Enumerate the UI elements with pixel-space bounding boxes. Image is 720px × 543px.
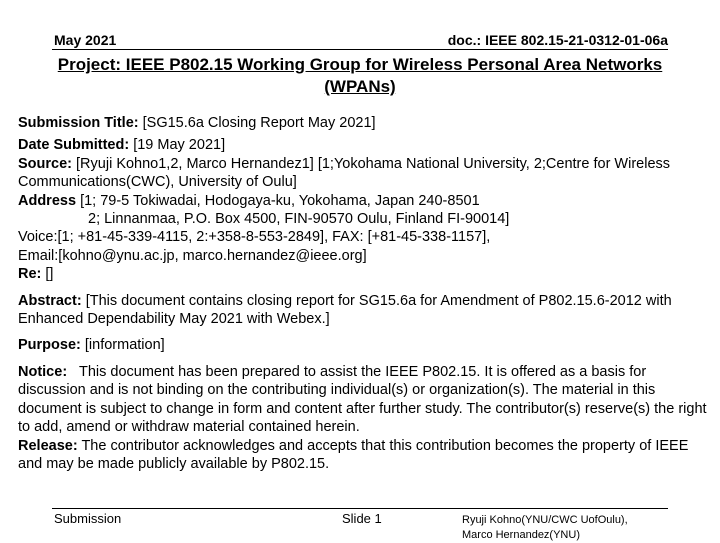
abstract-value: [This document contains closing report for SG15.6a for Amendment of P802.15.6-2012 with Enhanced Dependability May 2021 with Webex.]: [18, 292, 672, 328]
email-line: Email:[kohno@ynu.ac.jp, marco.hernandez@ieee.org]: [18, 247, 367, 264]
release-label: Release:: [18, 437, 78, 454]
address-label: Address: [18, 192, 77, 209]
notice-row: [18, 363, 708, 437]
voice-fax: Voice:[1; +81-45-339-4115, 2:+358-8-553-2849], FAX: [+81-45-338-1157],: [18, 229, 491, 246]
date-submitted-value: [19 May 2021]: [133, 137, 226, 154]
abstract-row: [18, 292, 708, 329]
page-title: Project: IEEE P802.15 Working Group for Wireless Personal Area Networks (WPANs): [57, 55, 663, 96]
date-submitted-label: Date Submitted:: [18, 137, 130, 154]
notice-value: This document has been prepared to assist the IEEE P802.15. It is offered as a basis for discussion and is not binding on the contributing individual(s) or organization(s). The material in this document is subject to change in form and content after further study. The contributor(s) reserve(s) the right to add, amend or withdraw material contained herein.: [18, 363, 707, 436]
source-row: [18, 155, 708, 192]
source-label: Source:: [18, 155, 72, 172]
document-body: [18, 114, 708, 473]
footer-submission: Submission: [54, 511, 122, 526]
footer-authors: [462, 513, 628, 543]
source-value: [Ryuji Kohno1,2, Marco Hernandez1] [1;Yokohama National University, 2;Centre for Wireless Communications(CWC), University of Oulu]: [18, 155, 671, 191]
footer-author-line-2: Marco Hernandez(YNU): [462, 529, 580, 541]
purpose-value: [information]: [84, 337, 165, 354]
re-label: Re:: [18, 266, 42, 283]
release-row: [18, 437, 708, 474]
re-row: [18, 265, 708, 283]
header-date: May 2021: [54, 32, 117, 48]
address-row: [18, 192, 708, 210]
purpose-row: [18, 336, 708, 354]
submission-title-label: Submission Title:: [18, 115, 139, 131]
header-doc-id: doc.: IEEE 802.15-21-0312-01-06a: [447, 32, 668, 48]
purpose-label: Purpose:: [18, 337, 81, 354]
notice-label: Notice:: [18, 363, 68, 380]
submission-title-row: [18, 114, 708, 132]
footer-author-line-1: Ryuji Kohno(YNU/CWC UofOulu),: [462, 514, 628, 526]
footer-slide-number: Slide 1: [342, 511, 382, 526]
address-line-2: 2; Linnanmaa, P.O. Box 4500, FIN-90570 Oulu, Finland FI-90014]: [88, 211, 510, 228]
submission-title-value: [SG15.6a Closing Report May 2021]: [142, 115, 376, 131]
header-rule: [52, 49, 668, 50]
footer-rule: [52, 508, 668, 509]
abstract-label: Abstract:: [18, 292, 82, 309]
date-submitted-row: [18, 136, 708, 154]
release-value: The contributor acknowledges and accepts that this contribution becomes the property of IEEE and may be made publicly available by P802.15.: [18, 437, 689, 472]
address-line-1: [1; 79-5 Tokiwadai, Hodogaya-ku, Yokohama, Japan 240-8501: [80, 192, 480, 209]
re-value: []: [45, 266, 54, 283]
